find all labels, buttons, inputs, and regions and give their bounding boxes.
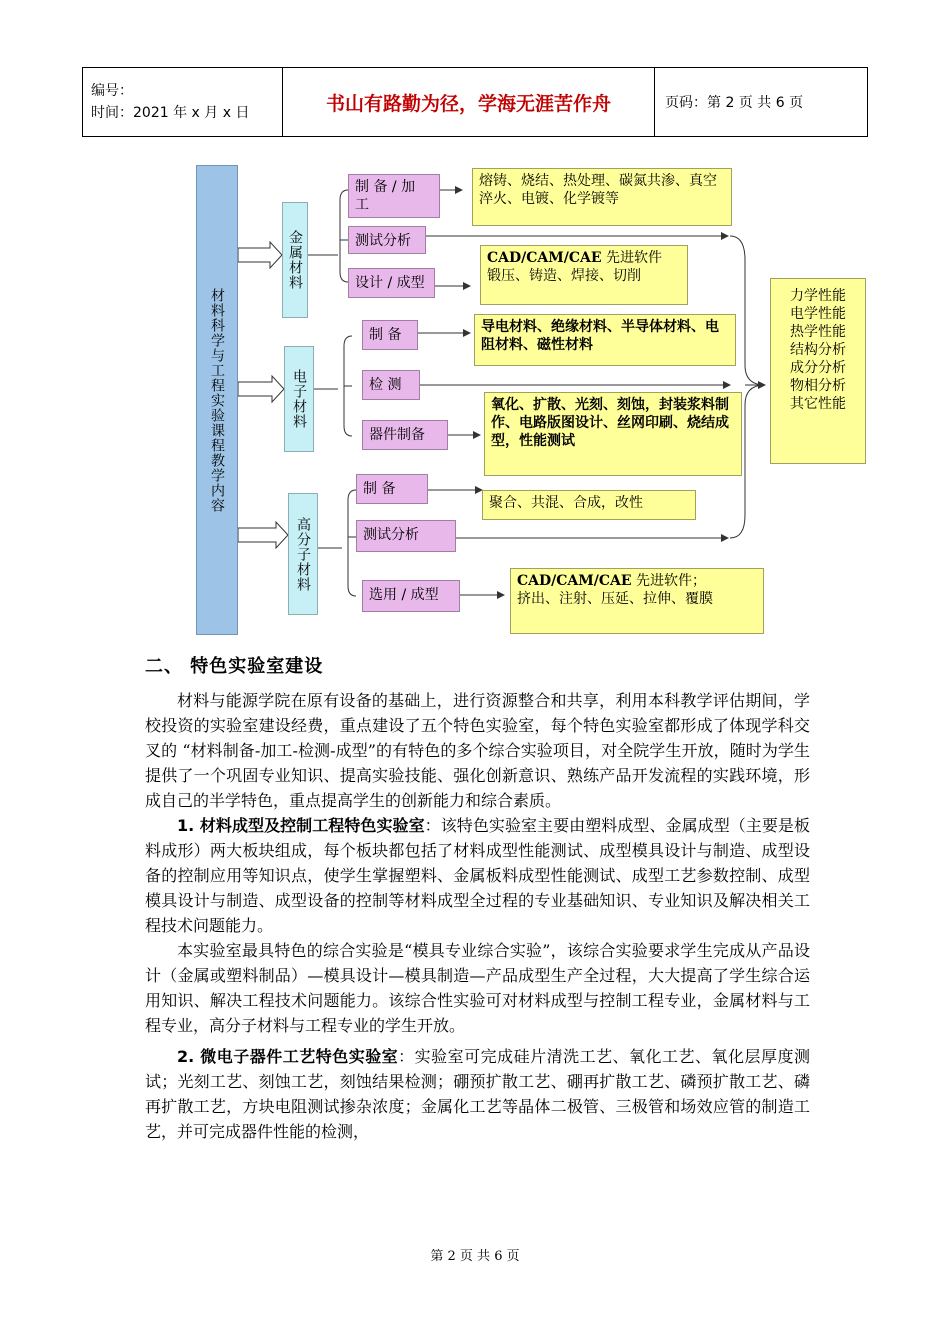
- metal-output-1: 熔铸、烧结、热处理、碳氮共渗、真空淬火、电镀、化学镀等: [472, 168, 732, 226]
- header-motto: 书山有路勤为径，学海无涯苦作舟: [283, 68, 655, 136]
- category-metal: [282, 202, 308, 318]
- paragraph-2: [145, 813, 810, 938]
- electronic-item-1: 制 备: [362, 320, 418, 350]
- polymer-output-3: [510, 568, 764, 634]
- section-heading: 二、 特色实验室建设: [145, 656, 324, 677]
- lab-1-title: 1. 材料成型及控制工程特色实验室: [177, 816, 425, 835]
- polymer-output-3-title-suffix: 先进软件；: [631, 573, 707, 589]
- polymer-output-1: 聚合、共混、合成，改性: [482, 490, 696, 520]
- metal-item-1: 制 备 / 加 工: [348, 174, 440, 218]
- polymer-item-1: 制 备: [356, 474, 428, 504]
- property-item: 电学性能: [790, 306, 846, 322]
- electronic-item-2: 检 测: [362, 370, 420, 400]
- root-label: 材料科学与工程实验课程教学内容: [209, 287, 225, 513]
- paragraph-1: 材料与能源学院在原有设备的基础上，进行资源整合和共享，利用本科教学评估期间，学校投资的实验室建设经费，重点建设了五个特色实验室，每个特色实验室都形成了体现学科交叉的 “材料制备-加工-检测-成型”的有特色的多个综合实验项目，对全院学生开放，随时为学生提供了一个巩固专业知识、提高实验技能、强化创新意识、熟练产品开发流程的实践环境，形成自己的半学特色，重点提高学生的创新能力和综合素质。: [145, 691, 810, 810]
- course-content-diagram: [190, 160, 880, 640]
- paragraph-2-body: ：该特色实验室主要由塑料成型、金属成型（主要是板料成形）两大板块组成，每个板块都包括了材料成型性能测试、成型模具设计与制造、成型设备的控制应用等知识点，使学生掌握塑料、金属板料成型性能测试、成型工艺参数控制、成型模具设计与制造、成型设备的控制等材料成型全过程的专业基础知识、专业知识及解决相关工程技术问题能力。: [145, 816, 810, 935]
- metal-output-3-title-suffix: 先进软件: [601, 250, 663, 266]
- page-header: [82, 67, 868, 137]
- metal-item-3: 设计 / 成型: [348, 268, 435, 298]
- property-item: 结构分析: [790, 342, 846, 358]
- polymer-item-3: 选用 / 成型: [362, 580, 460, 612]
- property-item: 热学性能: [790, 324, 846, 340]
- header-page: 页码：第 2 页 共 6 页: [665, 95, 804, 111]
- header-time: 时间：2021 年 x 月 x 日: [91, 105, 250, 121]
- page-footer: 第 2 页 共 6 页: [430, 1249, 520, 1264]
- electronic-output-1: 导电材料、绝缘材料、半导体材料、电阻材料、磁性材料: [474, 314, 736, 366]
- root-box: [196, 165, 238, 635]
- properties-box: [770, 278, 866, 464]
- category-electronic: [284, 346, 314, 452]
- category-metal-label: 金属材料: [287, 230, 303, 290]
- lab-2-title: 2. 微电子器件工艺特色实验室: [177, 1047, 399, 1066]
- category-polymer-label: 高分子材料: [295, 516, 311, 592]
- property-item: 其它性能: [790, 396, 846, 412]
- category-electronic-label: 电子材料: [291, 369, 307, 429]
- paragraph-3: 本实验室最具特色的综合实验是“模具专业综合实验”，该综合实验要求学生完成从产品设计（金属或塑料制品）—模具设计—模具制造—产品成型生产全过程，大大提高了学生综合运用知识、解决工程技术问题能力。该综合性实验可对材料成型与控制工程专业，金属材料与工程专业，高分子材料与工程专业的学生开放。: [145, 941, 810, 1035]
- header-number: 编号：: [91, 83, 133, 99]
- paragraph-4: [145, 1044, 810, 1144]
- electronic-output-3: 氧化、扩散、光刻、刻蚀，封装浆料制作、电路版图设计、丝网印刷、烧结成型，性能测试: [484, 392, 742, 476]
- header-meta: [83, 68, 283, 136]
- metal-output-3-body: 锻压、铸造、焊接、切削: [487, 268, 641, 284]
- property-item: 物相分析: [790, 378, 846, 394]
- paragraph-4-body: ：实验室可完成硅片清洗工艺、氧化工艺、氧化层厚度测试；光刻工艺、刻蚀工艺，刻蚀结果检测；硼预扩散工艺、硼再扩散工艺、磷预扩散工艺、磷再扩散工艺，方块电阻测试掺杂浓度；金属化工艺等晶体二极管、三极管和场效应管的制造工艺，并可完成器件性能的检测，: [145, 1047, 810, 1141]
- polymer-output-3-body: 挤出、注射、压延、拉伸、覆膜: [517, 591, 713, 607]
- metal-output-3-title: CAD/CAM/CAE: [487, 250, 602, 266]
- property-item: 成分分析: [790, 360, 846, 376]
- electronic-item-3: 器件制备: [362, 420, 448, 450]
- category-polymer: [288, 493, 318, 615]
- section-body: [145, 688, 810, 1144]
- polymer-item-2: 测试分析: [356, 520, 456, 552]
- metal-output-3: [480, 245, 688, 305]
- property-item: 力学性能: [790, 288, 846, 304]
- polymer-output-3-title: CAD/CAM/CAE: [517, 573, 632, 589]
- metal-item-2: 测试分析: [348, 226, 426, 254]
